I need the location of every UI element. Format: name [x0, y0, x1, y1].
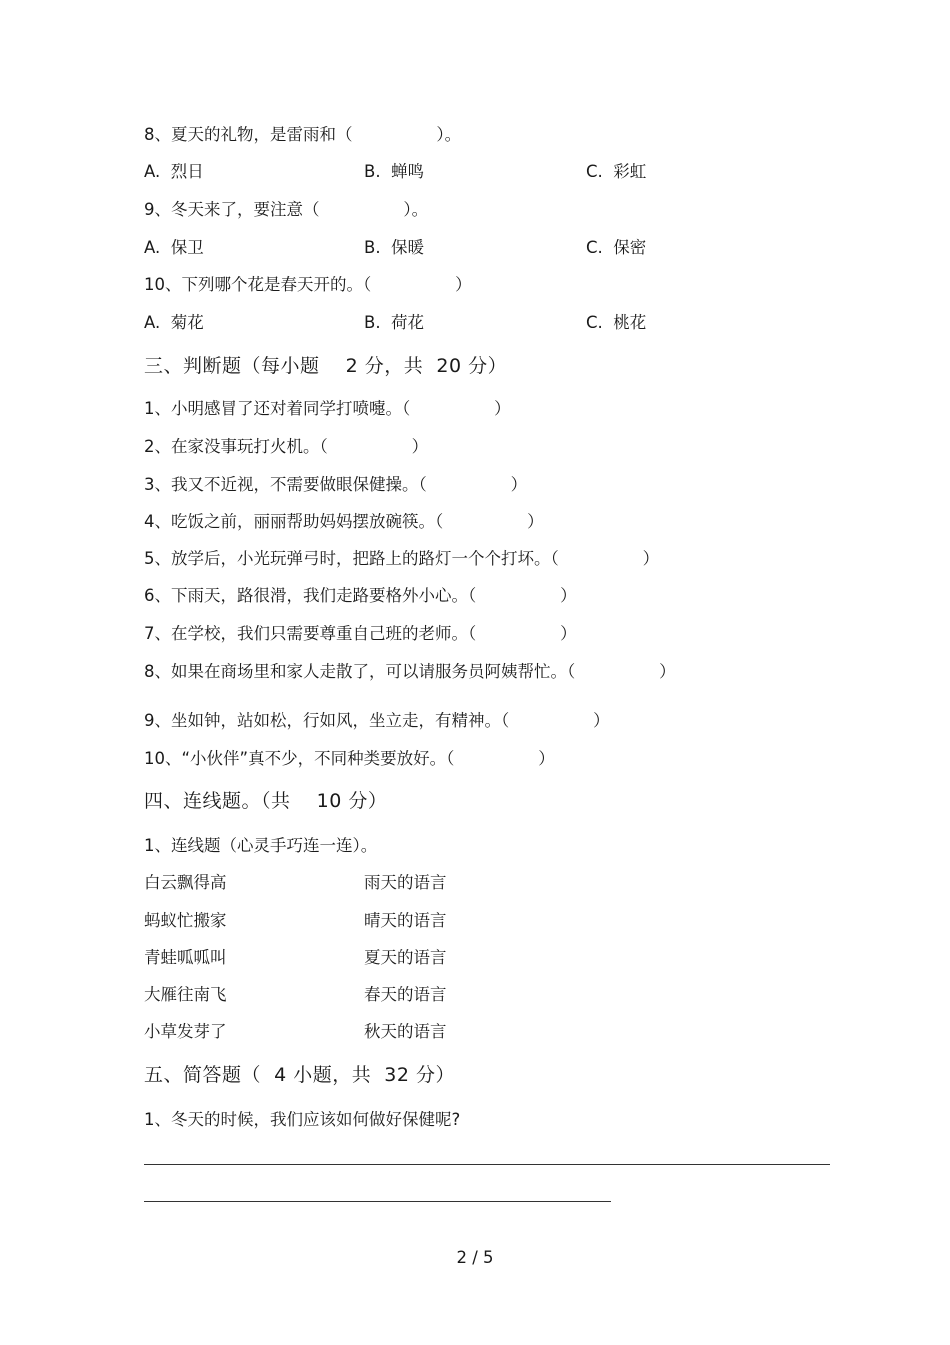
matching-right-item: 夏天的语言 — [364, 948, 447, 967]
question-8-option-b: B. 蝉鸣 — [364, 162, 425, 181]
question-9-option-b: B. 保暖 — [364, 238, 425, 257]
judge-item-9: 9、坐如钟，站如松，行如风，坐立走，有精神。（ ） — [144, 711, 610, 730]
judge-item-7: 7、在学校，我们只需要尊重自己班的老师。（ ） — [144, 624, 577, 643]
matching-right-item: 雨天的语言 — [364, 873, 447, 892]
question-10-option-c: C. 桃花 — [586, 313, 647, 332]
question-8-stem: 8、夏天的礼物，是雷雨和（ ）。 — [144, 125, 462, 144]
matching-left-item: 蚂蚁忙搬家 — [144, 911, 227, 930]
judge-item-6: 6、下雨天，路很滑，我们走路要格外小心。（ ） — [144, 586, 577, 605]
matching-right-item: 晴天的语言 — [364, 911, 447, 930]
answer-line-2[interactable] — [144, 1201, 611, 1202]
question-10-option-b: B. 荷花 — [364, 313, 425, 332]
section-4-heading: 四、连线题。（共 10 分） — [144, 790, 388, 812]
matching-left-item: 大雁往南飞 — [144, 985, 227, 1004]
short-answer-question: 1、冬天的时候，我们应该如何做好保健呢? — [144, 1110, 461, 1129]
matching-left-item: 青蛙呱呱叫 — [144, 948, 227, 967]
matching-question: 1、连线题（心灵手巧连一连）。 — [144, 836, 378, 855]
judge-item-4: 4、吃饭之前，丽丽帮助妈妈摆放碗筷。（ ） — [144, 512, 544, 531]
judge-item-10: 10、“小伙伴”真不少，不同种类要放好。（ ） — [144, 749, 555, 768]
question-9-option-a: A. 保卫 — [144, 238, 204, 257]
judge-item-5: 5、放学后，小光玩弹弓时，把路上的路灯一个个打坏。（ ） — [144, 549, 660, 568]
section-5-heading: 五、简答题（ 4 小题，共 32 分） — [144, 1064, 456, 1086]
matching-right-item: 春天的语言 — [364, 985, 447, 1004]
matching-left-item: 小草发芽了 — [144, 1022, 227, 1041]
question-10-stem: 10、下列哪个花是春天开的。（ ） — [144, 275, 472, 294]
matching-left-item: 白云飘得高 — [144, 873, 227, 892]
answer-line-1[interactable] — [144, 1164, 830, 1165]
judge-item-8: 8、如果在商场里和家人走散了，可以请服务员阿姨帮忙。（ ） — [144, 662, 676, 681]
question-9-option-c: C. 保密 — [586, 238, 647, 257]
question-9-stem: 9、冬天来了，要注意（ ）。 — [144, 200, 429, 219]
judge-item-1: 1、小明感冒了还对着同学打喷嚏。（ ） — [144, 399, 511, 418]
matching-right-item: 秋天的语言 — [364, 1022, 447, 1041]
page-number: 2 / 5 — [456, 1248, 494, 1267]
judge-item-3: 3、我又不近视，不需要做眼保健操。（ ） — [144, 475, 528, 494]
judge-item-2: 2、在家没事玩打火机。（ ） — [144, 437, 429, 456]
question-8-option-c: C. 彩虹 — [586, 162, 647, 181]
question-10-option-a: A. 菊花 — [144, 313, 204, 332]
question-8-option-a: A. 烈日 — [144, 162, 204, 181]
section-3-heading: 三、判断题（每小题 2 分，共 20 分） — [144, 355, 508, 377]
